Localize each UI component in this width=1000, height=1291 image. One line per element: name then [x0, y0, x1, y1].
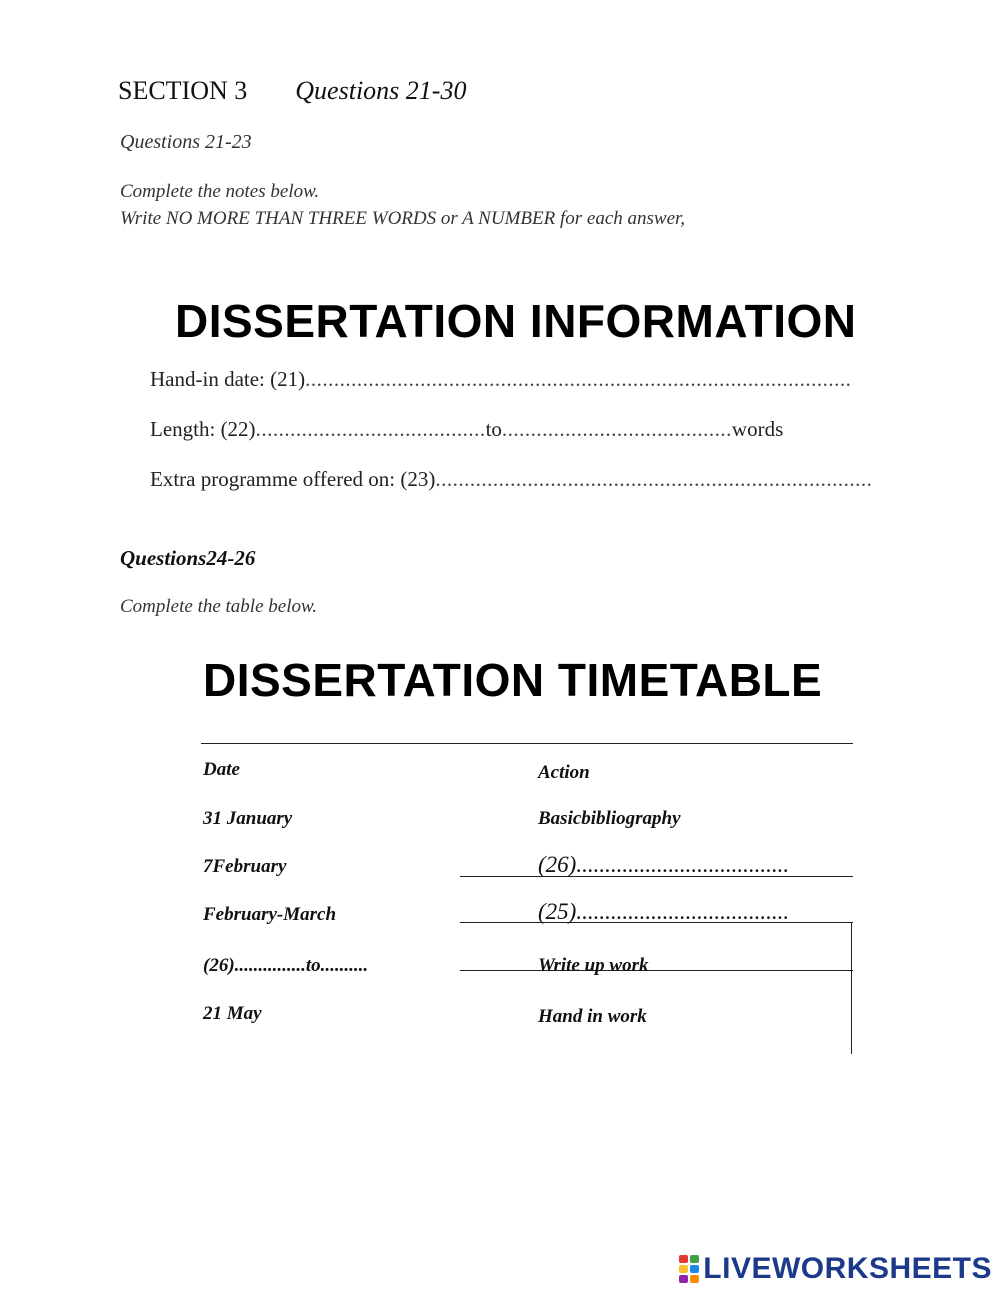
table-row-date: 31 January — [203, 808, 293, 829]
answer-blank-22b[interactable]: ........................................ — [501, 417, 732, 441]
table-row-action: Write up work — [538, 955, 649, 976]
table-header-action: Action — [538, 762, 590, 783]
table-row-date: 21 May — [203, 1003, 262, 1024]
questions-24-26-heading: Questions24-26 — [120, 546, 256, 570]
dissertation-information-title: DISSERTATION INFORMATION — [175, 295, 857, 347]
table-header-date: Date — [203, 759, 240, 780]
table-right-rule — [851, 922, 852, 1054]
liveworksheets-brand: LIVEWORKSHEETS — [703, 1252, 992, 1285]
liveworksheets-logo — [679, 1252, 992, 1286]
questions-range: Questions 21-30 — [295, 76, 467, 105]
field-label: Hand-in date: (21) — [150, 367, 306, 391]
answer-blank-22a[interactable]: ........................................ — [255, 417, 486, 441]
field-to: to — [485, 417, 502, 441]
section-label: SECTION 3 — [118, 76, 248, 105]
table-row-date: February-March — [203, 904, 337, 925]
field-suffix: words — [731, 417, 784, 441]
answer-blank-26-date[interactable]: (26)...............to.......... — [203, 955, 369, 976]
field-label: Extra programme offered on: (23) — [150, 467, 436, 491]
section-heading — [118, 76, 466, 106]
dissertation-timetable-title: DISSERTATION TIMETABLE — [203, 654, 823, 706]
questions-21-23-heading: Questions 21-23 — [120, 131, 252, 153]
instruction-word-limit: Write NO MORE THAN THREE WORDS or A NUMBER for each answer, — [120, 208, 686, 229]
answer-blank-25-action[interactable]: (25)..................................... — [538, 899, 790, 924]
table-row-action: Hand in work — [538, 1006, 647, 1027]
answer-blank-21[interactable]: ............................................................................................... — [305, 367, 852, 391]
answer-blank-26-action[interactable]: (26)..................................... — [538, 852, 790, 877]
field-hand-in-date — [150, 367, 851, 392]
field-label: Length: (22) — [150, 417, 256, 441]
table-top-rule — [201, 743, 853, 744]
instruction-complete-table: Complete the table below. — [120, 596, 317, 617]
table-row-action: Basicbibliography — [538, 808, 681, 829]
table-row-date: 7February — [203, 856, 287, 877]
table-rule — [460, 970, 853, 971]
field-extra-programme — [150, 467, 872, 492]
field-length — [150, 417, 783, 442]
instruction-complete-notes: Complete the notes below. — [120, 181, 320, 202]
answer-blank-23[interactable]: ............................................................................ — [435, 467, 873, 491]
liveworksheets-logo-icon — [679, 1255, 699, 1283]
